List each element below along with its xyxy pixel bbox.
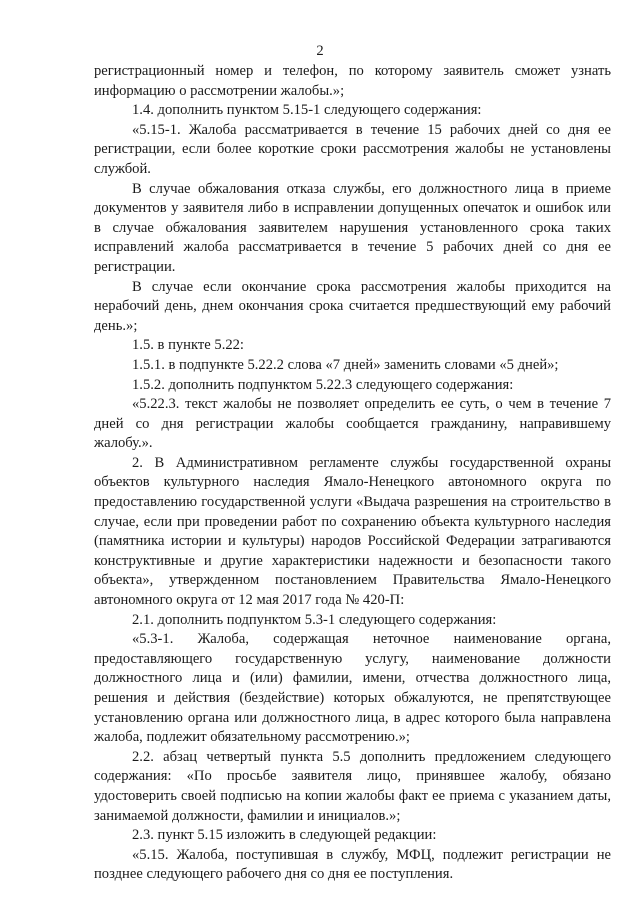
page-number: 2 — [316, 43, 324, 59]
paragraph: «5.22.3. текст жалобы не позволяет определить ее суть, о чем в течение 7 дней со дня регистрации жалобы сообщается гражданину, направившему жалобу.». — [94, 396, 611, 452]
paragraph: регистрационный номер и телефон, по которому заявитель сможет узнать информацию о рассмотрении жалобы.»; — [94, 63, 611, 99]
paragraph: 1.5.2. дополнить подпунктом 5.22.3 следующего содержания: — [132, 376, 514, 393]
paragraph: 1.4. дополнить пунктом 5.15-1 следующего содержания: — [132, 102, 482, 119]
paragraph: «5.15. Жалоба, поступившая в службу, МФЦ, подлежит регистрации не позднее следующего рабочего дня со дня ее поступления. — [94, 846, 611, 883]
document-body — [94, 62, 611, 885]
paragraph: 2. В Административном регламенте службы государственной охраны объектов культурного наследия Ямало-Ненецкого автономного округа по предоставлению государственной услуги «Выдача разрешения на строительство в случае, если при проведении работ по сохранению объекта культурного наследия (памятника истории и культуры) народов Российской Федерации затрагиваются конструктивные и другие характеристики надежности и безопасности такого объекта», утвержденном постановлением Правительства Ямало-Ненецкого автономного округа от 12 мая 2017 года № 420-П: — [94, 454, 611, 609]
paragraph: «5.3-1. Жалоба, содержащая неточное наименование органа, предоставляющего государственную услугу, наименование должности должностного лица и (или) фамилии, имени, отчества должностного лица, решения и действия (бездействие) которых обжалуются, не препятствующее установлению органа или должностного лица, в адрес которого была направлена жалоба, подлежит обязательному рассмотрению.»; — [94, 631, 611, 746]
paragraph: 2.3. пункт 5.15 изложить в следующей редакции: — [132, 827, 437, 844]
paragraph: 2.1. дополнить подпунктом 5.3-1 следующего содержания: — [132, 611, 497, 628]
paragraph: В случае обжалования отказа службы, его должностного лица в приеме документов у заявителя либо в исправлении допущенных опечаток и ошибок или в случае обжалования заявителем нарушения установленного срока таких исправлений жалоба рассматривается в течение 5 рабочих дней со дня ее регистрации. — [94, 180, 611, 275]
paragraph: «5.15-1. Жалоба рассматривается в течение 15 рабочих дней со дня ее регистрации, если более короткие сроки рассмотрения жалобы не установлены службой. — [94, 121, 611, 177]
paragraph: В случае если окончание срока рассмотрения жалобы приходится на нерабочий день, днем окончания срока считается предшествующий ему рабочий день.»; — [94, 278, 611, 334]
paragraph: 2.2. абзац четвертый пункта 5.5 дополнить предложением следующего содержания: «По просьбе заявителя лицо, принявшее жалобу, обязано удостоверить своей подписью на копии жалобы факт ее приема с указанием даты, занимаемой должности, фамилии и инициалов.»; — [94, 748, 611, 824]
paragraph: 1.5.1. в подпункте 5.22.2 слова «7 дней» заменить словами «5 дней»; — [132, 356, 559, 373]
paragraph: 1.5. в пункте 5.22: — [132, 337, 244, 354]
